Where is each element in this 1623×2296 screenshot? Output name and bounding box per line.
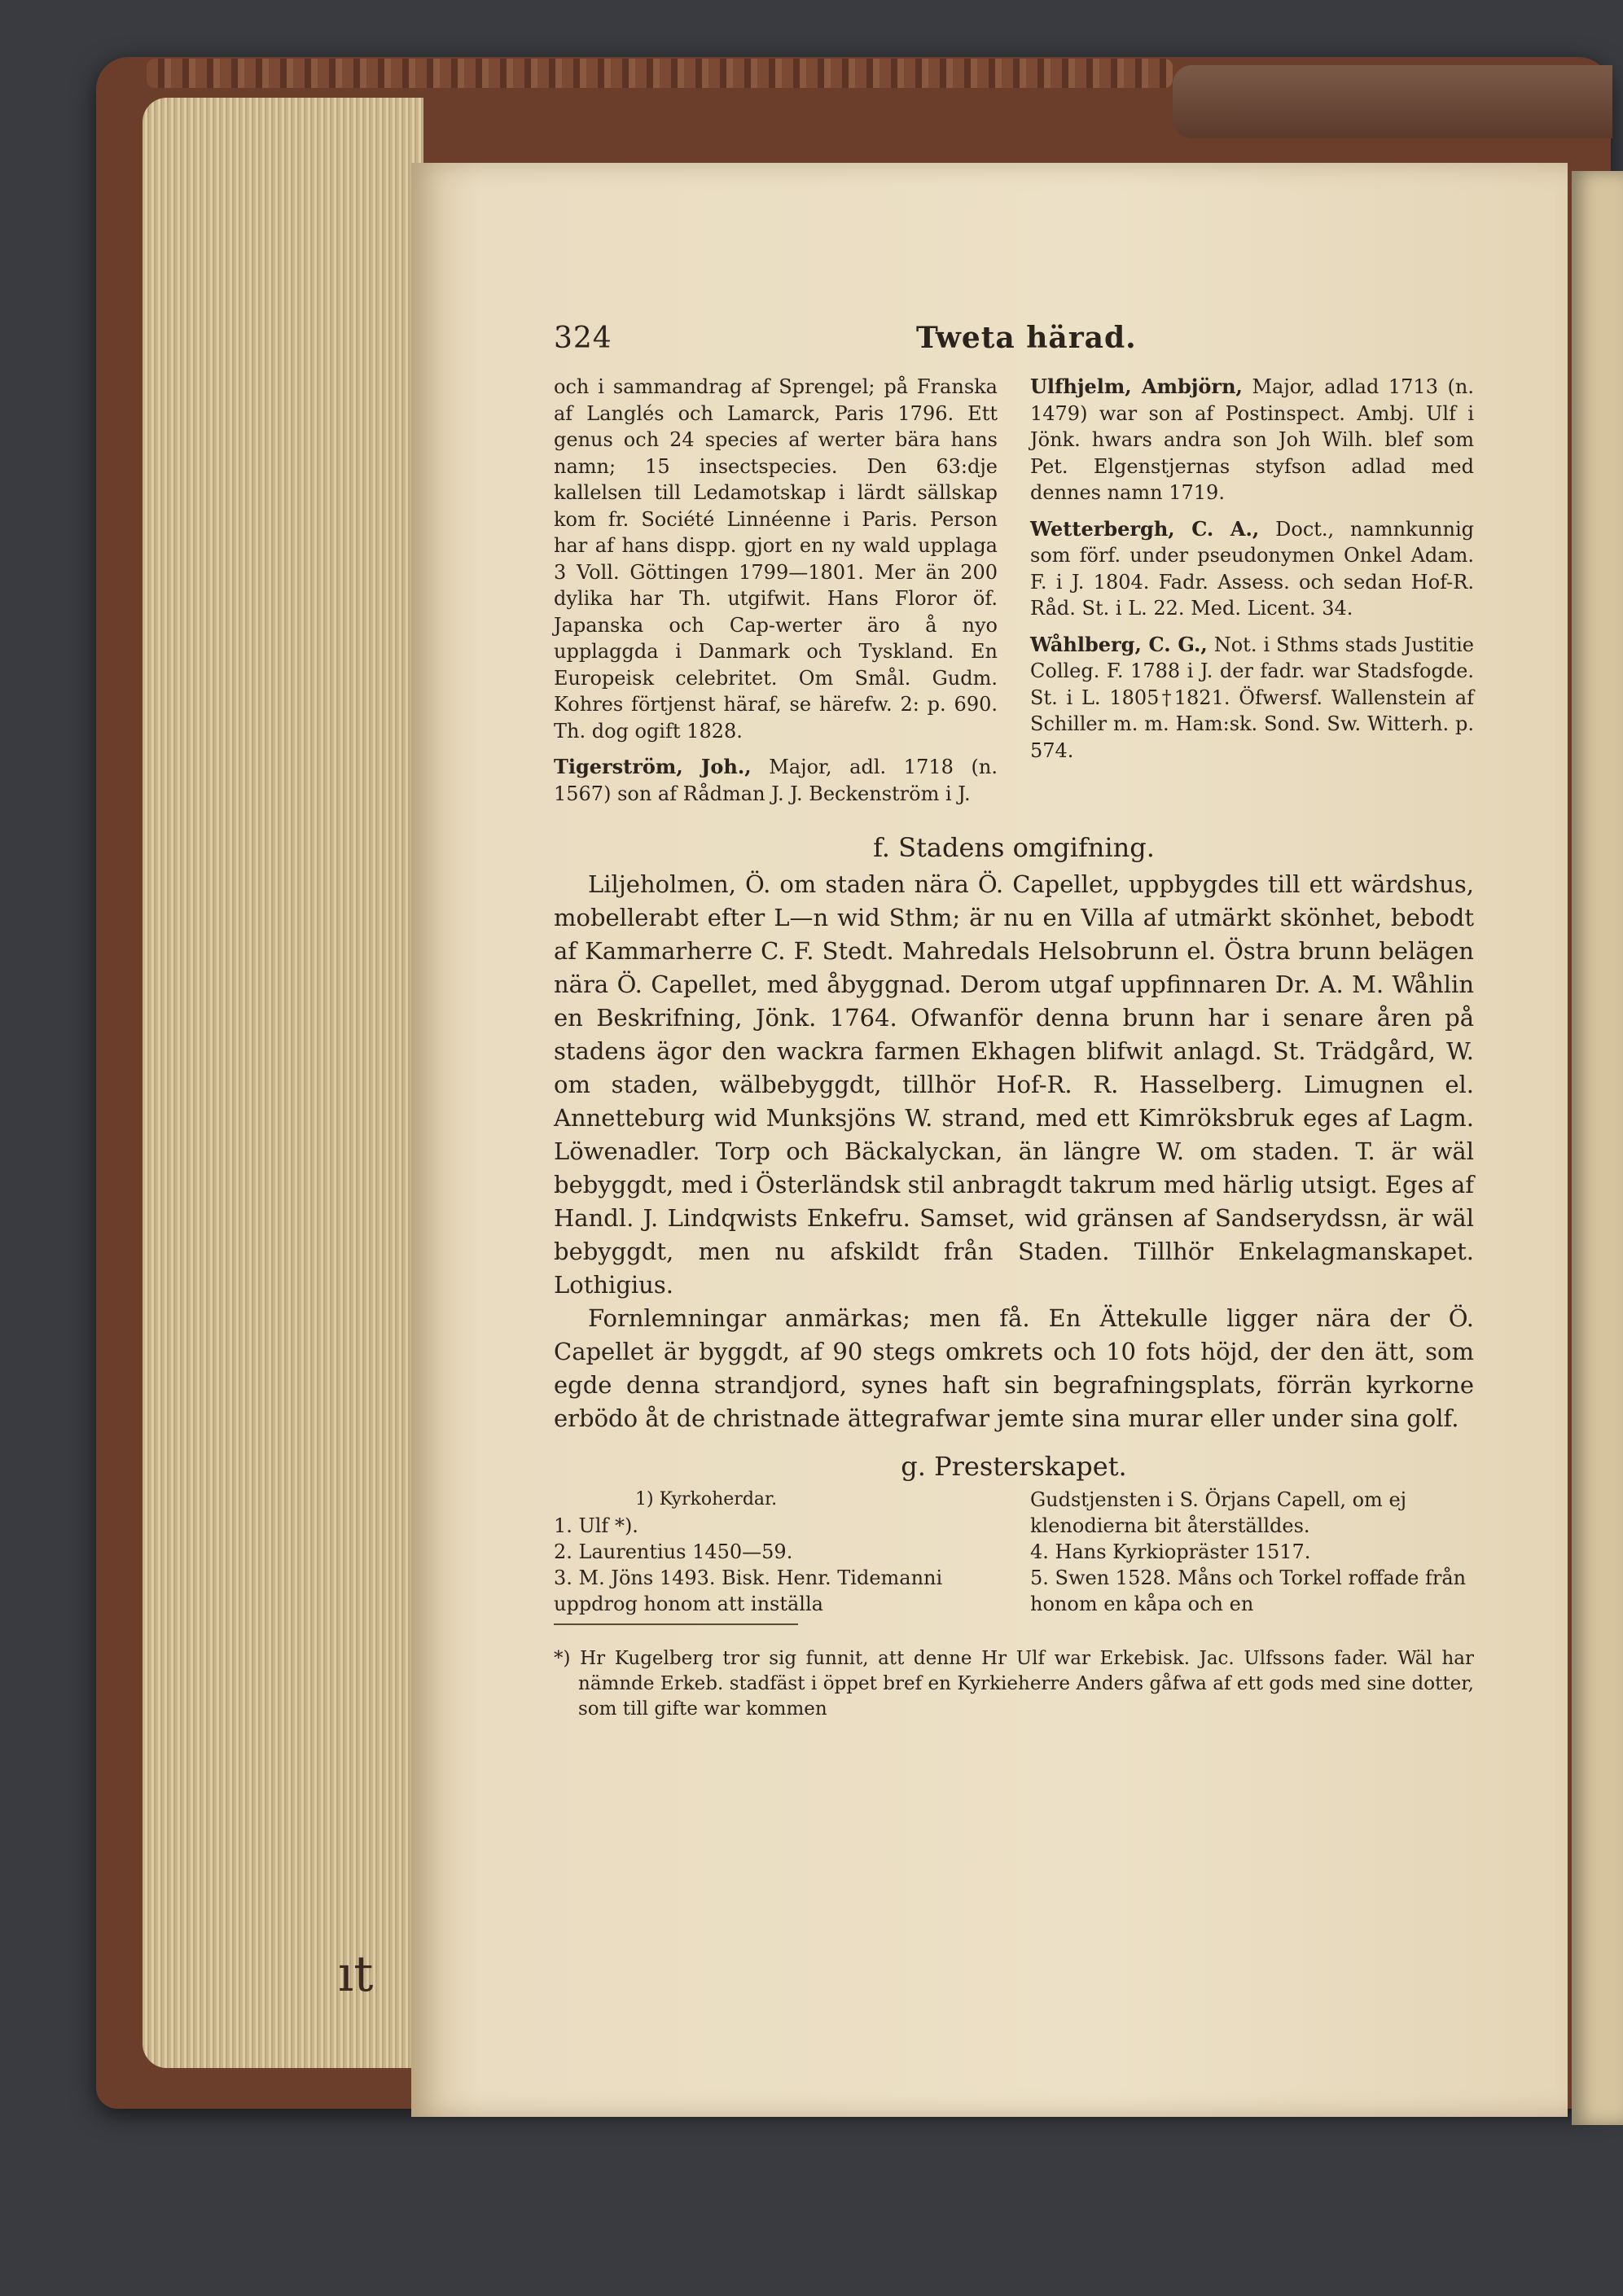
entry-paragraph: Tigerström, Joh., Major, adl. 1718 (n. 1567) son af Rådman J. J. Beckenström i J. (554, 755, 998, 805)
page-text (554, 322, 1474, 1741)
footnote-rule (554, 1623, 798, 1625)
section-heading-g: g. Presterskapet. (901, 1451, 1127, 1482)
margin-mark: ıt (338, 1946, 374, 2003)
body-paragraph: Liljeholmen, Ö. om staden nära Ö. Capellet, uppbygdes till ett wärdshus, mobellerabt efter L—n wid Sthm; är nu en Villa af utmärkt skönhet, bebodt af Kammarherre C. F. Stedt. Mahredals Helsobrunn el. Östra brunn belägen nära Ö. Capellet, med åbyggnad. Derom utgaf uppfinnaren Dr. A. M. Wåhlin en Beskrifning, Jönk. 1764. Ofwanför denna brunn har i senare åren på stadens ägor den wackra farmen Ekhagen blifwit anlagd. St. Trädgård, W. om staden, wälbebyggdt, tillhör Hof-R. R. Hasselberg. Limugnen el. Annetteburg wid Munksjöns W. strand, med ett Kimröksbruk eges af Lagm. Löwenadler. Torp och Bäckalyckan, än längre W. om staden. T. är wäl bebyggdt, med i Österländsk stil anbragdt takrum med härlig utsigt. Eges af Handl. J. Lindqwists Enkefru. Samset, wid gränsen af Sandserydssn, är wäl bebyggdt, men nu afskildt från Staden. Tillhör Enkelagmanskapet. Lothigius. (554, 870, 1474, 1299)
right-column (1030, 374, 1474, 817)
list-item: Gudstjensten i S. Örjans Capell, om ej klenodierna bit återställdes. (1030, 1488, 1407, 1537)
page-number: 324 (554, 322, 612, 355)
entry-paragraph: Wetterbergh, C. A., Doct., namnkunnig som förf. under pseudonymen Onkel Adam. F. i J. 1804. Fadr. Assess. och sedan Hof-R. Råd. St. i L. 22. Med. Licent. 34. (1030, 516, 1474, 620)
list-subheading: 1) Kyrkoherdar. (635, 1489, 778, 1509)
entry-name: Tigerström, Joh., (554, 755, 752, 778)
entry-name: Wetterbergh, C. A., (1030, 516, 1260, 541)
cover-top-edge (147, 59, 1173, 88)
list-item: 5. Swen 1528. Måns och Torkel roffade från honom en kåpa och en (1030, 1566, 1467, 1615)
page-header (554, 322, 1474, 370)
entry-paragraph: Ulfhjelm, Ambjörn, Major, adlad 1713 (n. 1479) war son af Postinspect. Ambj. Ulf i Jönk. hwars andra son Joh Wilh. blef som Pet. Elgenstjernas styfson adlad med dennes namn 1719. (1030, 375, 1474, 504)
clergy-list (554, 1487, 1474, 1617)
section-heading-f: f. Stadens omgifning. (873, 832, 1155, 863)
list-item: 1. Ulf *). (554, 1514, 638, 1537)
facing-page-edge (1572, 171, 1623, 2125)
entry-paragraph: och i sammandrag af Sprengel; på Franska af Langlés och Lamarck, Paris 1796. Ett genus och 24 species af werter bära hans namn; 15 insectspecies. Den 63:dje kallelsen till Ledamotskap i lärdt sällskap kom fr. Société Linnéenne i Paris. Person har af hans dispp. gjort en ny wald upplaga 3 Voll. Göttingen 1799—1801. Mer än 200 dylika har Th. utgifwit. Hans Floror öf. Japanska och Cap-werter äro å nyo upplaggda i Danmark och Tyskland. En Europeisk celebritet. Om Smål. Gudm. Kohres förtjenst häraf, se härefw. 2: p. 690. Th. dog ogift 1828. (554, 375, 998, 743)
body-paragraph: Fornlemningar anmärkas; men få. En Ättekulle ligger nära der Ö. Capellet är byggdt, af 90 stegs omkrets och 10 fots höjd, der den ätt, som egde denna strandjord, synes haft sin begrafningsplats, förrän kyrkorne erbödo åt de christnade ättegrafwar jemte sina murar eller under sina golf. (554, 1304, 1474, 1432)
running-head: Tweta härad. (916, 321, 1137, 355)
list-item: 2. Laurentius 1450—59. (554, 1540, 793, 1563)
clergy-list-left (554, 1487, 998, 1617)
list-item: 3. M. Jöns 1493. Bisk. Henr. Tidemanni uppdrog honom att inställa (554, 1566, 943, 1615)
left-column (554, 374, 998, 817)
page-edges (143, 98, 423, 2068)
list-item: 4. Hans Kyrkiopräster 1517. (1030, 1540, 1311, 1563)
entry-paragraph: Wåhlberg, C. G., Not. i Sthms stads Justitie Colleg. F. 1788 i J. der fadr. war Stadsfogde. St. i L. 1805†1821. Öfwersf. Wallenstein af Schiller m. m. Ham:sk. Sond. Sw. Witterh. p. 574. (1030, 632, 1474, 762)
entry-name: Ulfhjelm, Ambjörn, (1030, 375, 1243, 398)
footnote: *) Hr Kugelberg tror sig funnit, att denne Hr Ulf war Erkebisk. Jac. Ulfssons fader. Wäl har nämnde Erkeb. stadfäst i öppet bref en Kyrkieherre Anders gåfwa af ett gods med sine dotter, som till gifte war kommen (554, 1648, 1474, 1720)
entry-name: Wåhlberg, C. G., (1030, 632, 1208, 656)
biography-columns (554, 374, 1474, 817)
clergy-list-right (1030, 1487, 1474, 1617)
bookmark-ribbon (1173, 65, 1612, 138)
